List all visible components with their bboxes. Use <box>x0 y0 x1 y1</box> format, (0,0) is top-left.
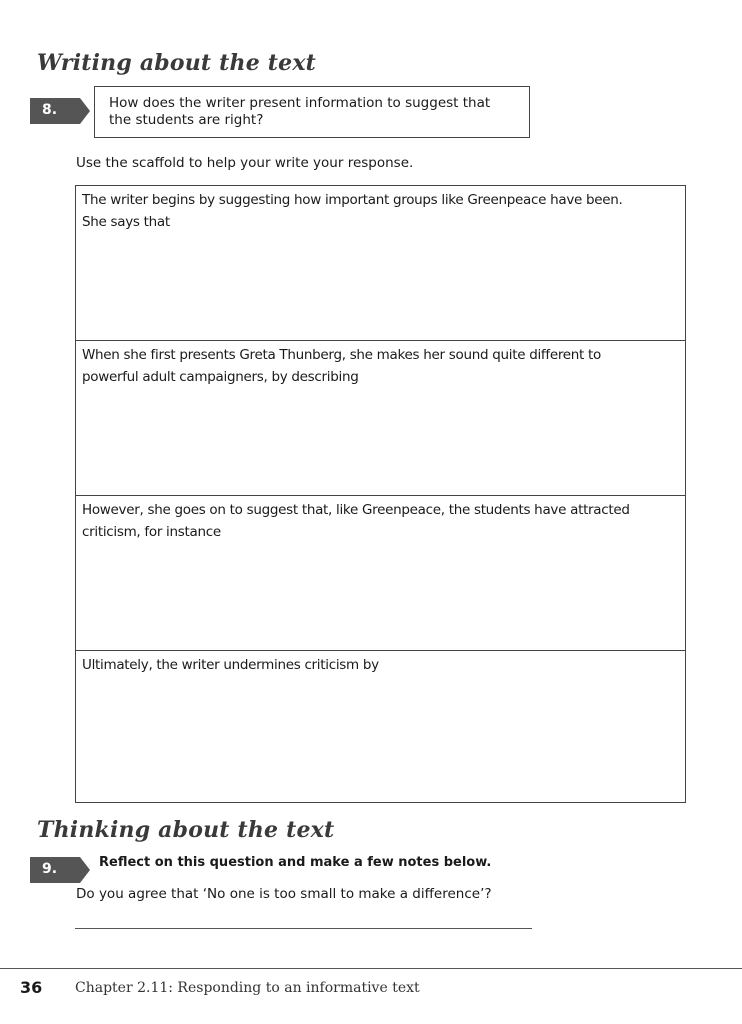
page-number: 36 <box>20 978 43 997</box>
section-heading-thinking: Thinking about the text <box>37 817 335 843</box>
question-9-text: Do you agree that ‘No one is too small to make a difference’? <box>76 886 492 902</box>
footer-divider <box>0 968 742 969</box>
scaffold-prompt-line: Ultimately, the writer undermines criticism by <box>82 657 379 673</box>
question-number: 9. <box>42 861 58 877</box>
scaffold-table <box>75 185 686 803</box>
scaffold-prompt-line: The writer begins by suggesting how important groups like Greenpeace have been. <box>82 192 623 208</box>
question-8-box: How does the writer present information to suggest that the students are right? <box>94 86 530 138</box>
scaffold-instruction: Use the scaffold to help your write your response. <box>76 155 414 171</box>
question-number-badge-8 <box>30 98 90 124</box>
scaffold-cell-4[interactable] <box>76 651 685 802</box>
scaffold-prompt-line: When she first presents Greta Thunberg, she makes her sound quite different to <box>82 347 601 363</box>
question-number-badge-9 <box>30 857 90 883</box>
scaffold-prompt-line: She says that <box>82 214 170 230</box>
section-heading-writing: Writing about the text <box>37 50 317 76</box>
reflect-prompt: Reflect on this question and make a few notes below. <box>99 855 492 870</box>
badge-arrow-shape <box>30 857 90 883</box>
answer-line[interactable] <box>75 928 532 929</box>
scaffold-cell-1[interactable] <box>76 186 685 341</box>
badge-arrow-shape <box>30 98 90 124</box>
scaffold-cell-3[interactable] <box>76 496 685 651</box>
chapter-title: Chapter 2.11: Responding to an informative text <box>75 980 420 996</box>
scaffold-prompt-line: However, she goes on to suggest that, like Greenpeace, the students have attracted <box>82 502 630 518</box>
scaffold-prompt-line: powerful adult campaigners, by describing <box>82 369 359 385</box>
scaffold-prompt-line: criticism, for instance <box>82 524 221 540</box>
question-number: 8. <box>42 102 58 118</box>
scaffold-cell-2[interactable] <box>76 341 685 496</box>
